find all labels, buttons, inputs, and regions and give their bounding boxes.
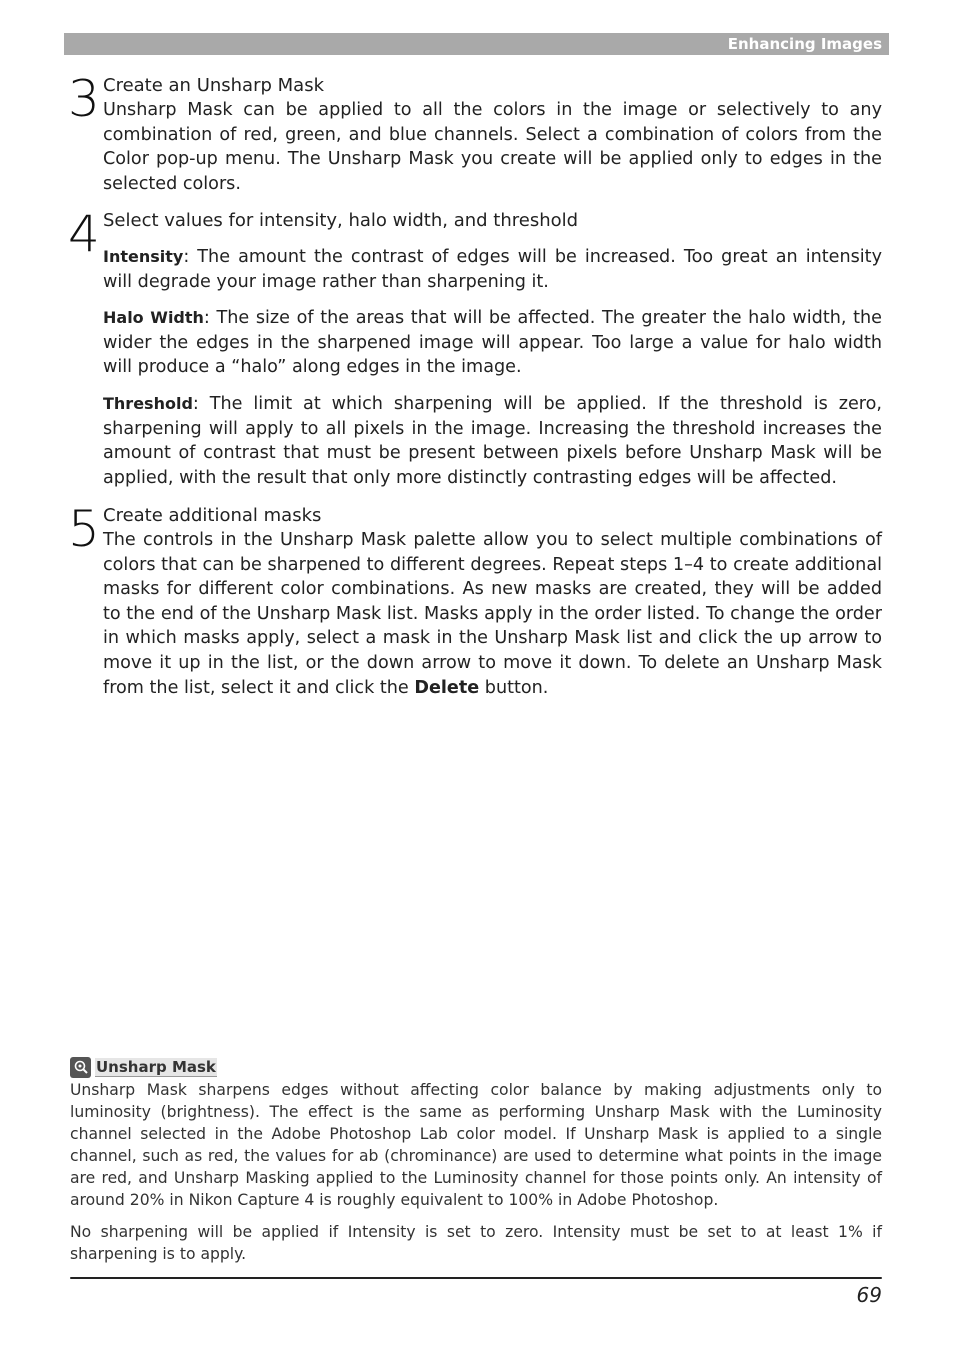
- page-number: 69: [856, 1283, 882, 1307]
- note-header: [70, 1056, 882, 1078]
- magnifier-note-icon: [70, 1057, 91, 1078]
- step-text: [103, 528, 882, 700]
- threshold-paragraph: [103, 392, 882, 490]
- footer-rule: [70, 1277, 882, 1279]
- header-title: Enhancing Images: [727, 35, 882, 53]
- delete-keyword: Delete: [414, 677, 480, 698]
- term-threshold: Threshold: [103, 393, 193, 413]
- step-title: Create additional masks: [103, 505, 322, 526]
- step-number: 3: [68, 70, 100, 128]
- term-intensity: Intensity: [103, 247, 184, 266]
- note-title: Unsharp Mask: [96, 1057, 216, 1076]
- step-number: 4: [68, 205, 100, 263]
- term-description: : The limit at which sharpening will be applied. If the threshold is zero, sharpening will apply to all pixels in the image. Increasing the threshold increases the amount of contrast that must be present between pixels before Unsharp Mask will be applied, with the result that only more distinctly contrasting edges will be affected.: [103, 393, 882, 488]
- step-text-main: The controls in the Unsharp Mask palette allow you to select multiple combinations of colors that can be sharpened to different degrees. Repeat steps 1–4 to create additional masks for different color combinations. As new masks are created, they will be added to the end of the Unsharp Mask list. Masks apply in the order listed. To change the order in which masks apply, select a mask in the Unsharp Mask list and click the up arrow to move it up in the list, or the down arrow to move it down. To delete an Unsharp Mask from the list, select it and click the: [103, 530, 882, 698]
- step-number: 5: [68, 500, 100, 558]
- step-title: Select values for intensity, halo width, and threshold: [103, 210, 579, 231]
- intensity-paragraph: [103, 245, 882, 294]
- term-description: : The amount the contrast of edges will be increased. Too great an intensity will degrade your image rather than sharpening it.: [103, 247, 882, 292]
- header-bar: [64, 33, 889, 55]
- term-description: : The size of the areas that will be affected. The greater the halo width, the wider the edges in the sharpened image will appear. Too large a value for halo width will produce a “halo” along edges in the image.: [103, 308, 882, 378]
- term-halo-width: Halo Width: [103, 308, 204, 328]
- step-title: Create an Unsharp Mask: [103, 75, 325, 96]
- note-paragraph: No sharpening will be applied if Intensity is set to zero. Intensity must be set to at least 1% if sharpening is to apply.: [70, 1223, 882, 1263]
- halo-width-paragraph: [103, 306, 882, 380]
- note-paragraph: Unsharp Mask sharpens edges without affecting color balance by making adjustments only to luminosity (brightness). The effect is the same as performing Unsharp Mask with the Luminosity channel selected in the Adobe Photoshop Lab color model. If Unsharp Mask is applied to a single channel, such as red, the values for ab (chrominance) are used to determine what points in the image are red, and Unsharp Masking applied to the Luminosity channel for those points only. An intensity of around 20% in Nikon Capture 4 is roughly equivalent to 100% in Adobe Photoshop.: [70, 1081, 882, 1209]
- step-text: Unsharp Mask can be applied to all the colors in the image or selectively to any combination of red, green, and blue channels. Select a combination of colors from the Color pop-up menu. The Unsharp Mask you create will be applied only to edges in the selected colors.: [103, 100, 882, 194]
- step-text-end: button.: [479, 677, 549, 698]
- unsharp-mask-note: [70, 1056, 882, 1265]
